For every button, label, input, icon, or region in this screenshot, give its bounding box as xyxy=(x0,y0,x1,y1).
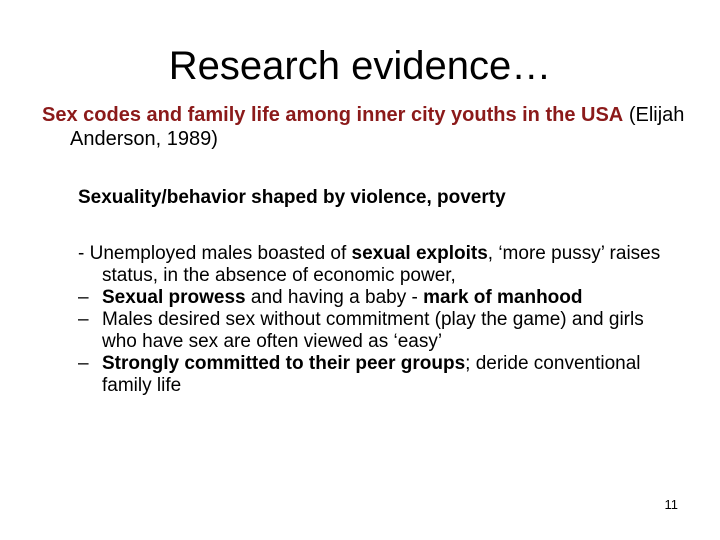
item2-text-1: Males desired sex without commitment (play the game) and girls who have sex are often viewed as ‘easy’ xyxy=(102,309,644,352)
study-author: (Elijah Anderson, 1989) xyxy=(70,104,685,150)
item1-bold-1: Sexual prowess xyxy=(102,287,246,308)
item1-text-1: and having a baby - xyxy=(245,287,424,308)
list-item xyxy=(78,287,678,309)
intro-text-2: , ‘more pussy’ raises status, in the absence of economic power, xyxy=(102,243,661,286)
item3-bold-1: Strongly committed to their peer groups xyxy=(102,353,466,374)
study-title-part-2: the USA xyxy=(545,104,624,126)
study-citation xyxy=(42,103,710,151)
item3-text-1: ; deride conventional family life xyxy=(102,353,641,396)
intro-point xyxy=(78,243,678,287)
item1-bold-2: mark of manhood xyxy=(423,287,583,308)
intro-text-1: - Unemployed males boasted of xyxy=(78,243,352,264)
intro-bold-1: sexual exploits xyxy=(351,243,488,264)
dash-bullet: – xyxy=(78,309,89,330)
study-title-part-1: Sex codes and family life among inner city youths in xyxy=(42,104,540,126)
section-heading: Sexuality/behavior shaped by violence, poverty xyxy=(78,187,506,208)
slide-title: Research evidence… xyxy=(168,44,552,88)
list-item xyxy=(78,309,678,353)
dash-bullet: – xyxy=(78,353,89,374)
bullet-list xyxy=(78,243,678,397)
dash-bullet: – xyxy=(78,287,89,308)
page-number: 11 xyxy=(664,497,678,512)
list-item xyxy=(78,353,678,397)
